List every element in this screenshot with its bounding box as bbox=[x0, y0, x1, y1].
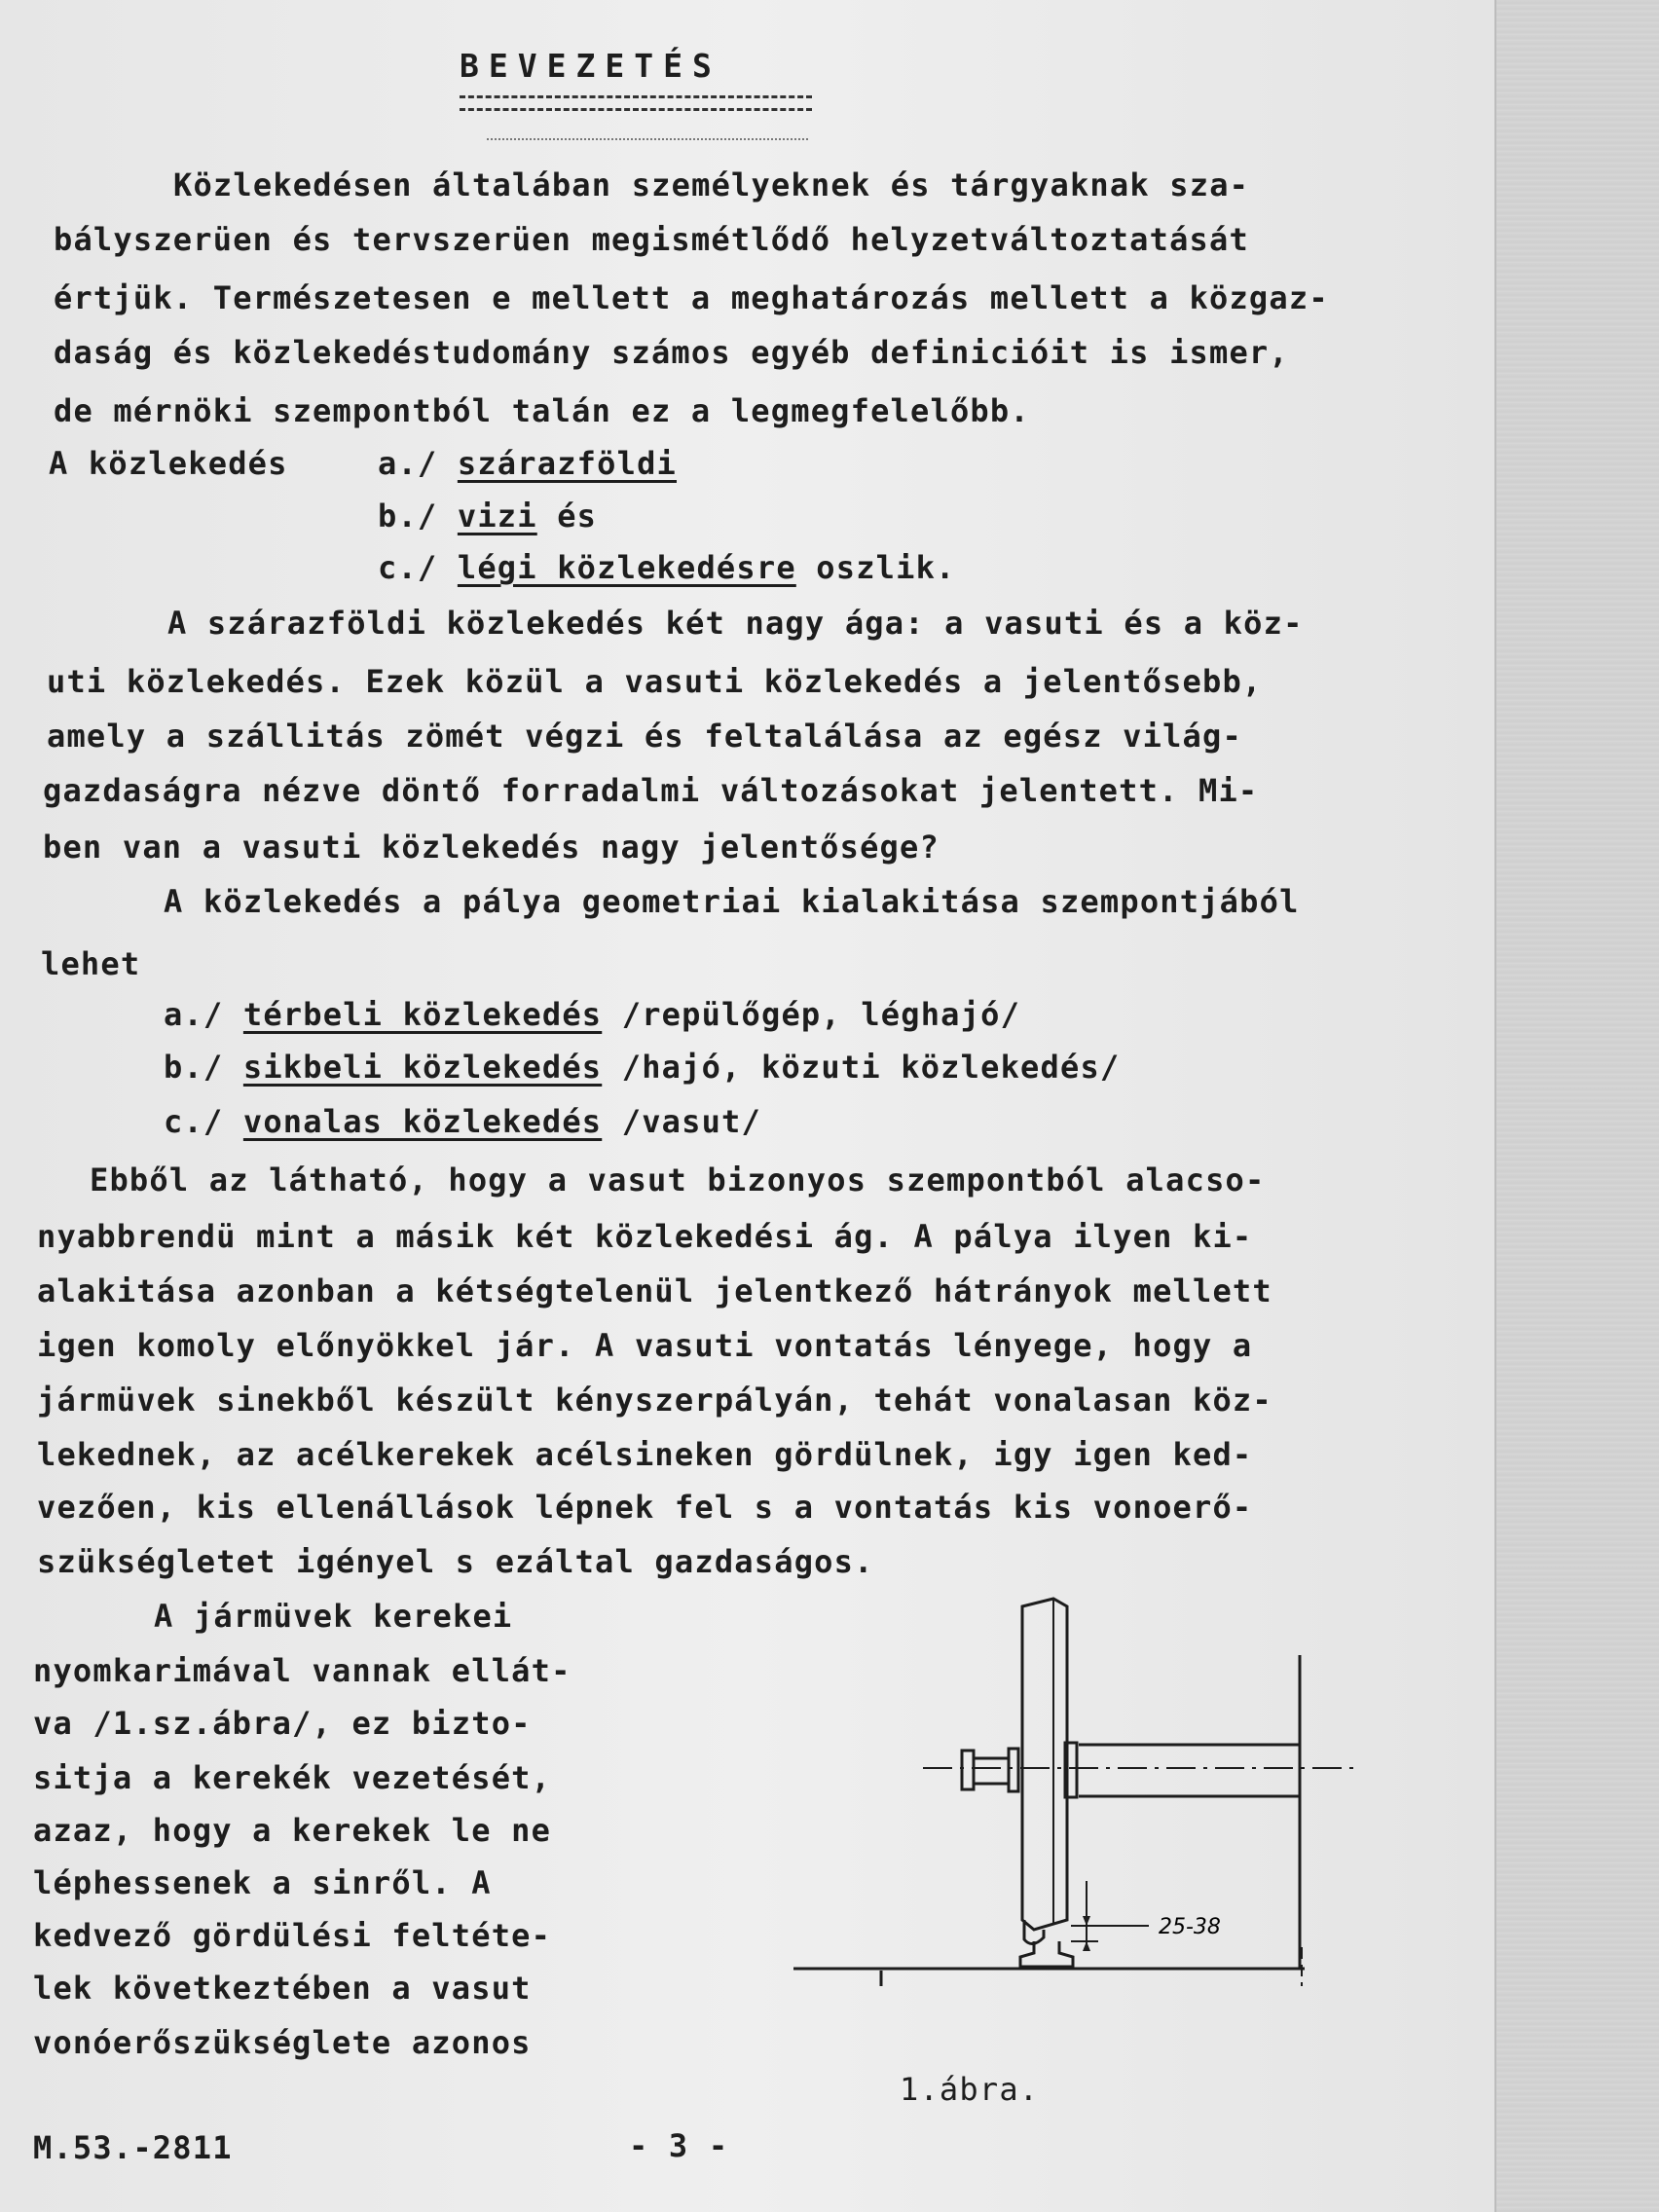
geom-item-a: a./ térbeli közlekedés /repülőgép, léghajó/ bbox=[164, 996, 1021, 1033]
paragraph-4-line-3: alakitása azonban a kétségtelenül jelentkező hátrányok mellett bbox=[37, 1272, 1272, 1309]
paragraph-2-line-2: uti közlekedés. Ezek közül a vasuti közlekedés a jelentősebb, bbox=[47, 663, 1263, 700]
geom-item-b: b./ sikbeli közlekedés /hajó, közuti közlekedés/ bbox=[164, 1049, 1121, 1086]
wheel-flange-diagram bbox=[779, 1577, 1363, 1986]
page-edge bbox=[1494, 0, 1659, 2212]
title-dotted-rule bbox=[487, 138, 808, 140]
paragraph-4-line-7: vezően, kis ellenállások lépnek fel s a vontatás kis vonoerő- bbox=[37, 1489, 1253, 1526]
paragraph-4-line-4: igen komoly előnyökkel jár. A vasuti vontatás lényege, hogy a bbox=[37, 1327, 1253, 1364]
paragraph-5-line-8: lek következtében a vasut bbox=[33, 1970, 532, 2007]
split-item-c: c./ légi közlekedésre oszlik. bbox=[378, 549, 956, 586]
page-number: - 3 - bbox=[629, 2127, 729, 2164]
page-title: BEVEZETÉS bbox=[460, 47, 721, 85]
paragraph-5-line-7: kedvező gördülési feltéte- bbox=[33, 1917, 552, 1954]
paragraph-4-line-2: nyabbrendü mint a másik két közlekedési ág. A pálya ilyen ki- bbox=[37, 1218, 1253, 1255]
figure-caption: 1.ábra. bbox=[900, 2071, 1040, 2108]
title-underline bbox=[460, 95, 812, 111]
paragraph-5-line-4: sitja a kerekék vezetését, bbox=[33, 1759, 552, 1796]
split-item-a: a./ szárazföldi bbox=[378, 445, 677, 482]
paragraph-2-line-5: ben van a vasuti közlekedés nagy jelentősége? bbox=[43, 829, 940, 866]
paragraph-1-line-3: értjük. Természetesen e mellett a meghatározás mellett a közgaz- bbox=[54, 279, 1329, 316]
paragraph-3-line-1: A közlekedés a pálya geometriai kialakitása szempontjából bbox=[164, 883, 1300, 920]
paragraph-4-line-1: Ebből az látható, hogy a vasut bizonyos szempontból alacso- bbox=[90, 1161, 1266, 1198]
split-intro: A közlekedés bbox=[49, 445, 288, 482]
paragraph-5-line-3: va /1.sz.ábra/, ez bizto- bbox=[33, 1705, 532, 1742]
paragraph-5-line-9: vonóerőszükséglete azonos bbox=[33, 2024, 532, 2061]
paragraph-2-line-4: gazdaságra nézve döntő forradalmi változásokat jelentett. Mi- bbox=[43, 772, 1259, 809]
paragraph-3-line-2: lehet bbox=[41, 945, 141, 982]
paragraph-5-line-5: azaz, hogy a kerekek le ne bbox=[33, 1812, 552, 1849]
paragraph-1-line-5: de mérnöki szempontból talán ez a legmegfelelőbb. bbox=[54, 392, 1030, 429]
paragraph-1-line-2: bályszerüen és tervszerüen megismétlődő helyzetváltoztatását bbox=[54, 221, 1249, 258]
document-code: M.53.-2811 bbox=[33, 2129, 233, 2166]
paragraph-5-line-6: léphessenek a sinről. A bbox=[33, 1864, 492, 1901]
geom-item-c: c./ vonalas közlekedés /vasut/ bbox=[164, 1103, 761, 1140]
wheel-rail-figure bbox=[779, 1577, 1363, 1986]
paragraph-1-line-1: Közlekedésen általában személyeknek és tárgyaknak sza- bbox=[173, 166, 1250, 203]
paragraph-2-line-3: amely a szállitás zömét végzi és feltalálása az egész világ- bbox=[47, 718, 1242, 755]
paragraph-2-line-1: A szárazföldi közlekedés két nagy ága: a vasuti és a köz- bbox=[167, 605, 1304, 642]
paragraph-5-line-1: A jármüvek kerekei bbox=[154, 1598, 513, 1635]
paragraph-1-line-4: daság és közlekedéstudomány számos egyéb definicióit is ismer, bbox=[54, 334, 1289, 371]
dimension-label: 25-38 bbox=[1159, 1915, 1221, 1939]
paragraph-5-line-2: nyomkarimával vannak ellát- bbox=[33, 1652, 571, 1689]
paragraph-4-line-5: jármüvek sinekből készült kényszerpályán, tehát vonalasan köz- bbox=[37, 1382, 1272, 1419]
split-item-b: b./ vizi és bbox=[378, 498, 598, 535]
paragraph-4-line-6: lekednek, az acélkerekek acélsineken gördülnek, igy igen ked- bbox=[37, 1436, 1253, 1473]
paragraph-4-line-8: szükségletet igényel s ezáltal gazdaságos. bbox=[37, 1543, 874, 1580]
